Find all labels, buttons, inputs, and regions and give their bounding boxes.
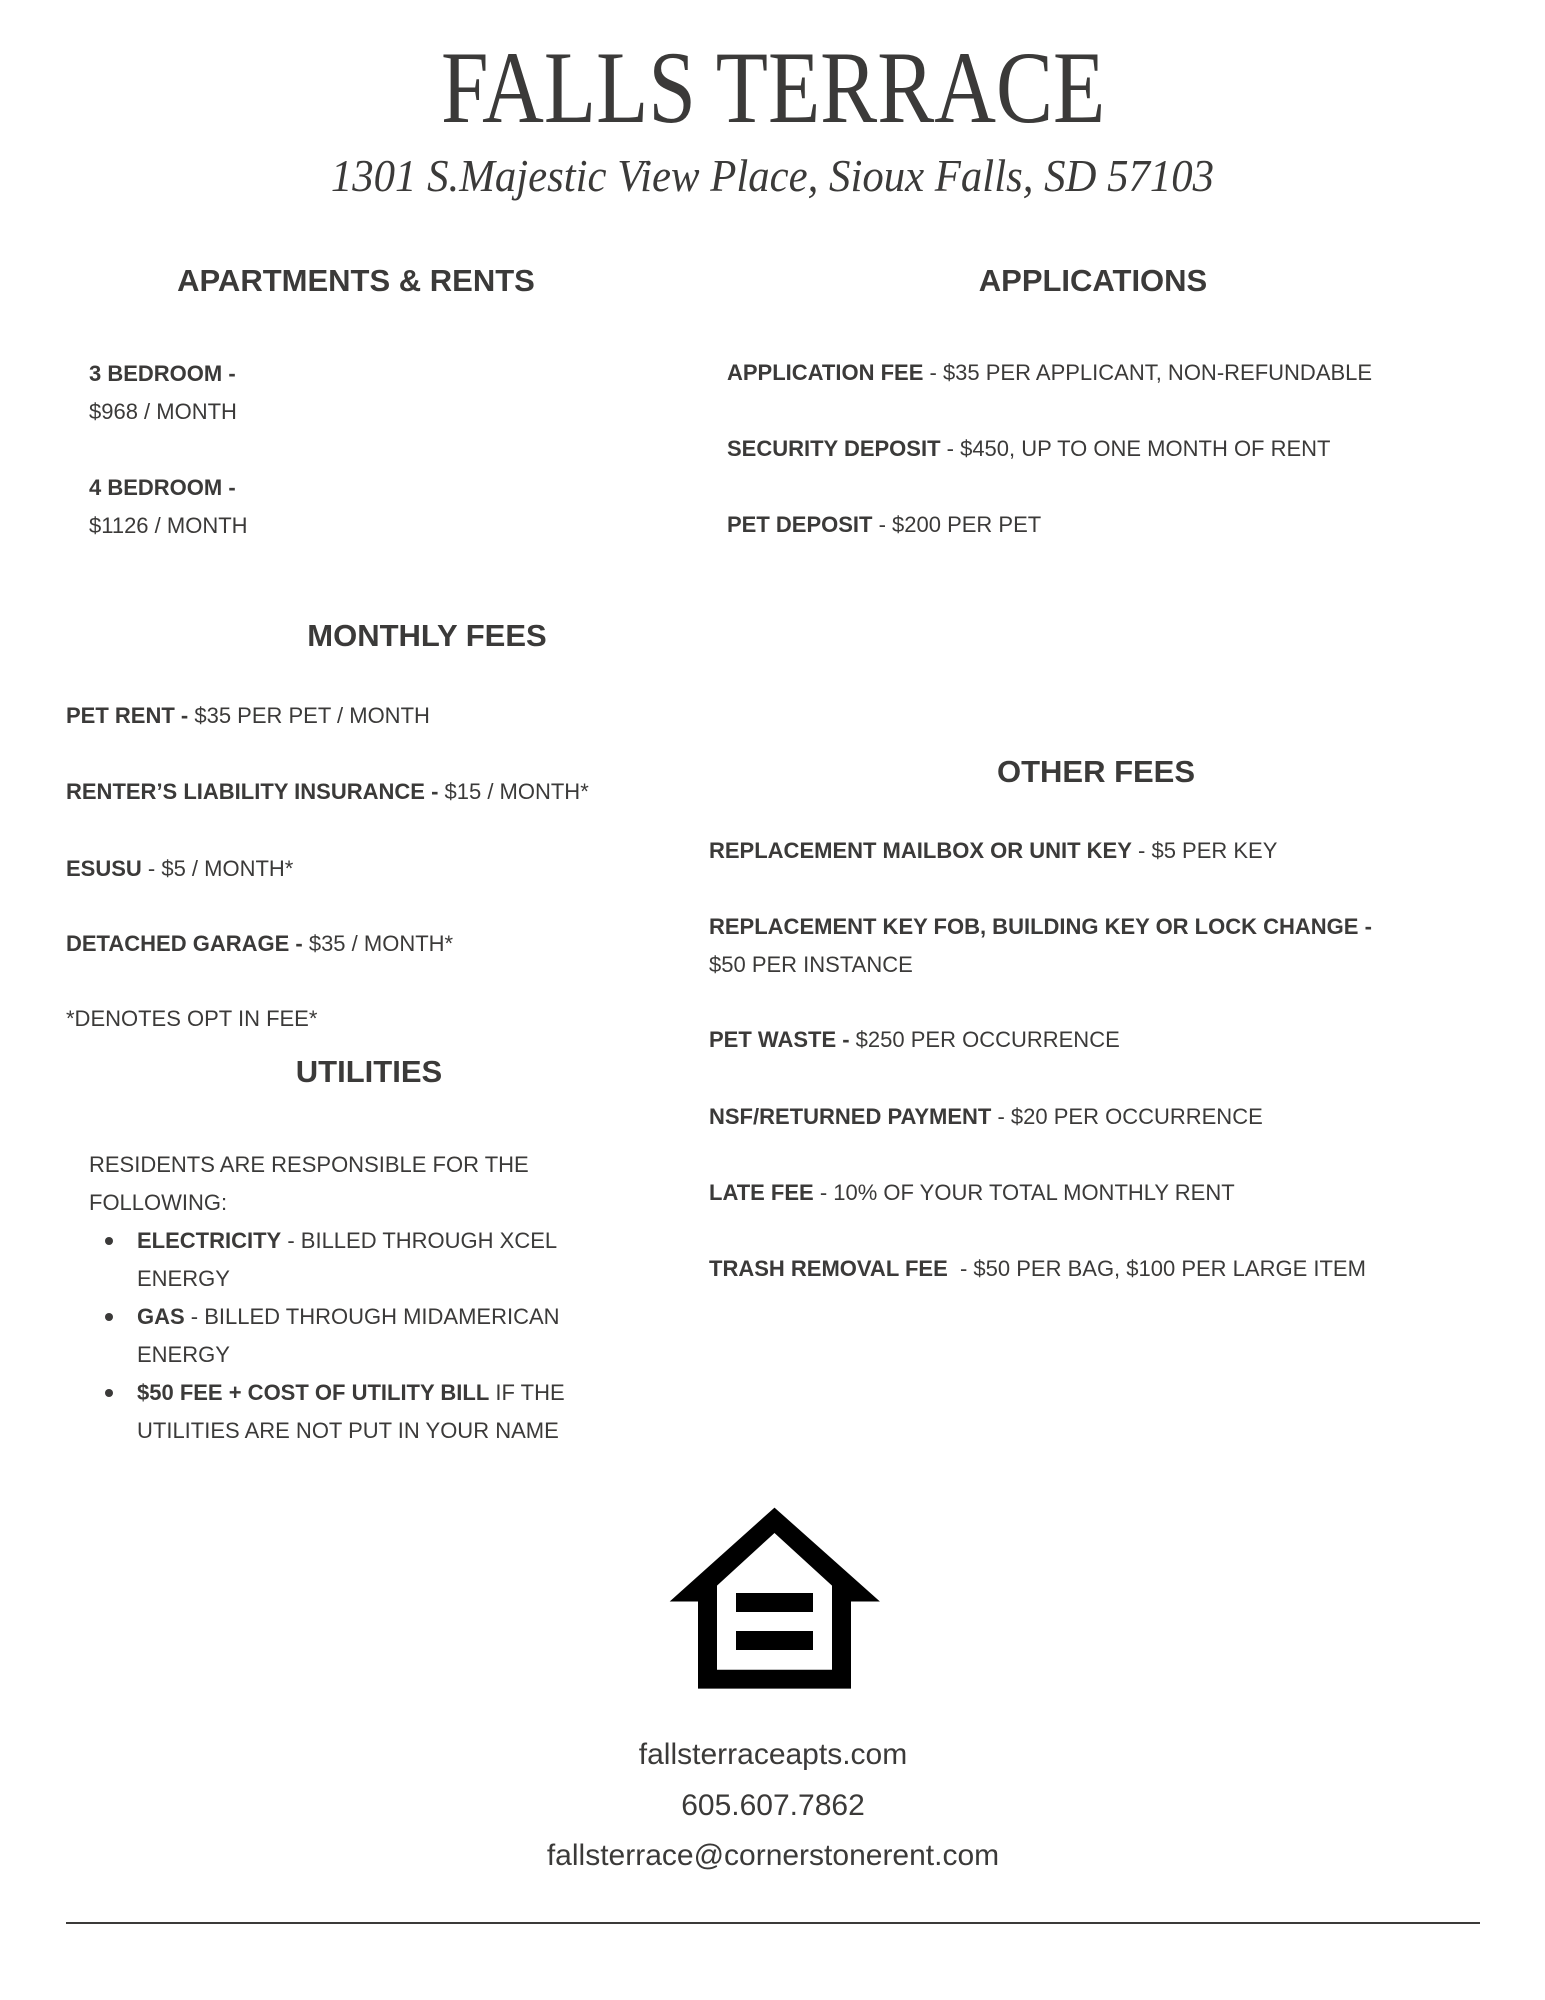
fee-value: $15 / MONTH* (438, 779, 589, 804)
fee-label: APPLICATION FEE (727, 360, 924, 385)
utility-electricity (89, 1222, 565, 1298)
fee-value: $35 PER PET / MONTH (188, 703, 430, 728)
equal-housing-opportunity-icon (660, 1500, 890, 1695)
utility-label: GAS (137, 1304, 185, 1329)
fee-value: $250 PER OCCURRENCE (849, 1027, 1120, 1052)
fee-label: PET WASTE - (709, 1027, 850, 1052)
late-fee-item (709, 1174, 1235, 1212)
utility-label: $50 FEE + COST OF UTILITY BILL (137, 1380, 490, 1405)
equal-bar-top (736, 1593, 813, 1612)
opt-in-note: *DENOTES OPT IN FEE* (66, 1006, 318, 1031)
other-fees-heading: OTHER FEES (996, 754, 1196, 789)
bullet-icon (105, 1237, 113, 1245)
monthly-fees-heading: MONTHLY FEES (307, 618, 547, 653)
trash-removal-item (709, 1250, 1366, 1288)
utilities-list (89, 1222, 565, 1450)
apartment-item-3-bedroom (89, 355, 237, 431)
fee-value: - $20 PER OCCURRENCE (991, 1104, 1263, 1129)
fee-label: PET DEPOSIT (727, 512, 873, 537)
property-address: 1301 S.Majestic View Place, Sioux Falls, SD 57103 (330, 150, 1215, 201)
fee-label: DETACHED GARAGE - (66, 931, 303, 956)
fee-value: - 10% OF YOUR TOTAL MONTHLY RENT (813, 1180, 1235, 1205)
apartments-heading: APARTMENTS & RENTS (177, 263, 535, 298)
utilities-intro-line: FOLLOWING: (89, 1190, 228, 1215)
fee-label: LATE FEE (709, 1180, 814, 1205)
apartment-rent: $968 / MONTH (89, 399, 237, 424)
fee-value: $50 PER INSTANCE (709, 952, 913, 977)
fee-value: - $5 / MONTH* (141, 856, 294, 881)
property-title: FALLS TERRACE (440, 31, 1106, 145)
fee-label: TRASH REMOVAL FEE (709, 1256, 948, 1281)
fee-label: ESUSU (66, 856, 142, 881)
detached-garage-item (66, 925, 453, 963)
utilities-intro-line: RESIDENTS ARE RESPONSIBLE FOR THE (89, 1152, 529, 1177)
utility-label: ELECTRICITY (137, 1228, 282, 1253)
utility-text: - BILLED THROUGH XCEL (281, 1228, 558, 1253)
utility-gas (89, 1298, 565, 1374)
pet-waste-item (709, 1021, 1120, 1059)
apartment-label: 4 BEDROOM - (89, 475, 236, 500)
utility-text: - BILLED THROUGH MIDAMERICAN (184, 1304, 560, 1329)
utility-fee (89, 1374, 565, 1450)
key-fob-item (709, 908, 1372, 984)
utilities-intro (89, 1146, 529, 1222)
fee-label: REPLACEMENT MAILBOX OR UNIT KEY (709, 838, 1132, 863)
email-link[interactable]: fallsterrace@cornerstonerent.com (546, 1839, 1000, 1872)
footer-divider (66, 1922, 1480, 1924)
mailbox-key-item (709, 832, 1277, 870)
apartment-item-4-bedroom (89, 469, 248, 545)
esusu-item (66, 850, 293, 888)
pet-deposit-item (727, 506, 1041, 544)
fee-label: RENTER’S LIABILITY INSURANCE - (66, 779, 439, 804)
fee-label: PET RENT - (66, 703, 189, 728)
fee-label: SECURITY DEPOSIT (727, 436, 941, 461)
utility-text: IF THE (489, 1380, 565, 1405)
security-deposit-item (727, 430, 1331, 468)
pet-rent-item (66, 697, 430, 735)
fee-label: NSF/RETURNED PAYMENT (709, 1104, 992, 1129)
apartment-label: 3 BEDROOM - (89, 361, 236, 386)
fee-value: $35 / MONTH* (302, 931, 454, 956)
bullet-icon (105, 1389, 113, 1397)
fee-value: - $35 PER APPLICANT, NON-REFUNDABLE (923, 360, 1373, 385)
applications-heading: APPLICATIONS (978, 263, 1208, 298)
apartment-rent: $1126 / MONTH (89, 513, 248, 538)
equal-bar-bottom (736, 1631, 813, 1650)
nsf-payment-item (709, 1098, 1263, 1136)
utility-text: UTILITIES ARE NOT PUT IN YOUR NAME (137, 1418, 559, 1443)
phone-number[interactable]: 605.607.7862 (681, 1789, 865, 1822)
fee-value: - $50 PER BAG, $100 PER LARGE ITEM (947, 1256, 1366, 1281)
application-fee-item (727, 354, 1372, 392)
fee-value: - $450, UP TO ONE MONTH OF RENT (940, 436, 1331, 461)
fee-value: - $200 PER PET (872, 512, 1042, 537)
renters-insurance-item (66, 773, 589, 811)
fee-value: - $5 PER KEY (1131, 838, 1278, 863)
utility-text: ENERGY (137, 1342, 230, 1367)
utility-text: ENERGY (137, 1266, 230, 1291)
bullet-icon (105, 1313, 113, 1321)
fee-label: REPLACEMENT KEY FOB, BUILDING KEY OR LOCK CHANGE - (709, 914, 1372, 939)
website-link[interactable]: fallsterraceapts.com (638, 1738, 908, 1771)
utilities-heading: UTILITIES (295, 1054, 443, 1089)
